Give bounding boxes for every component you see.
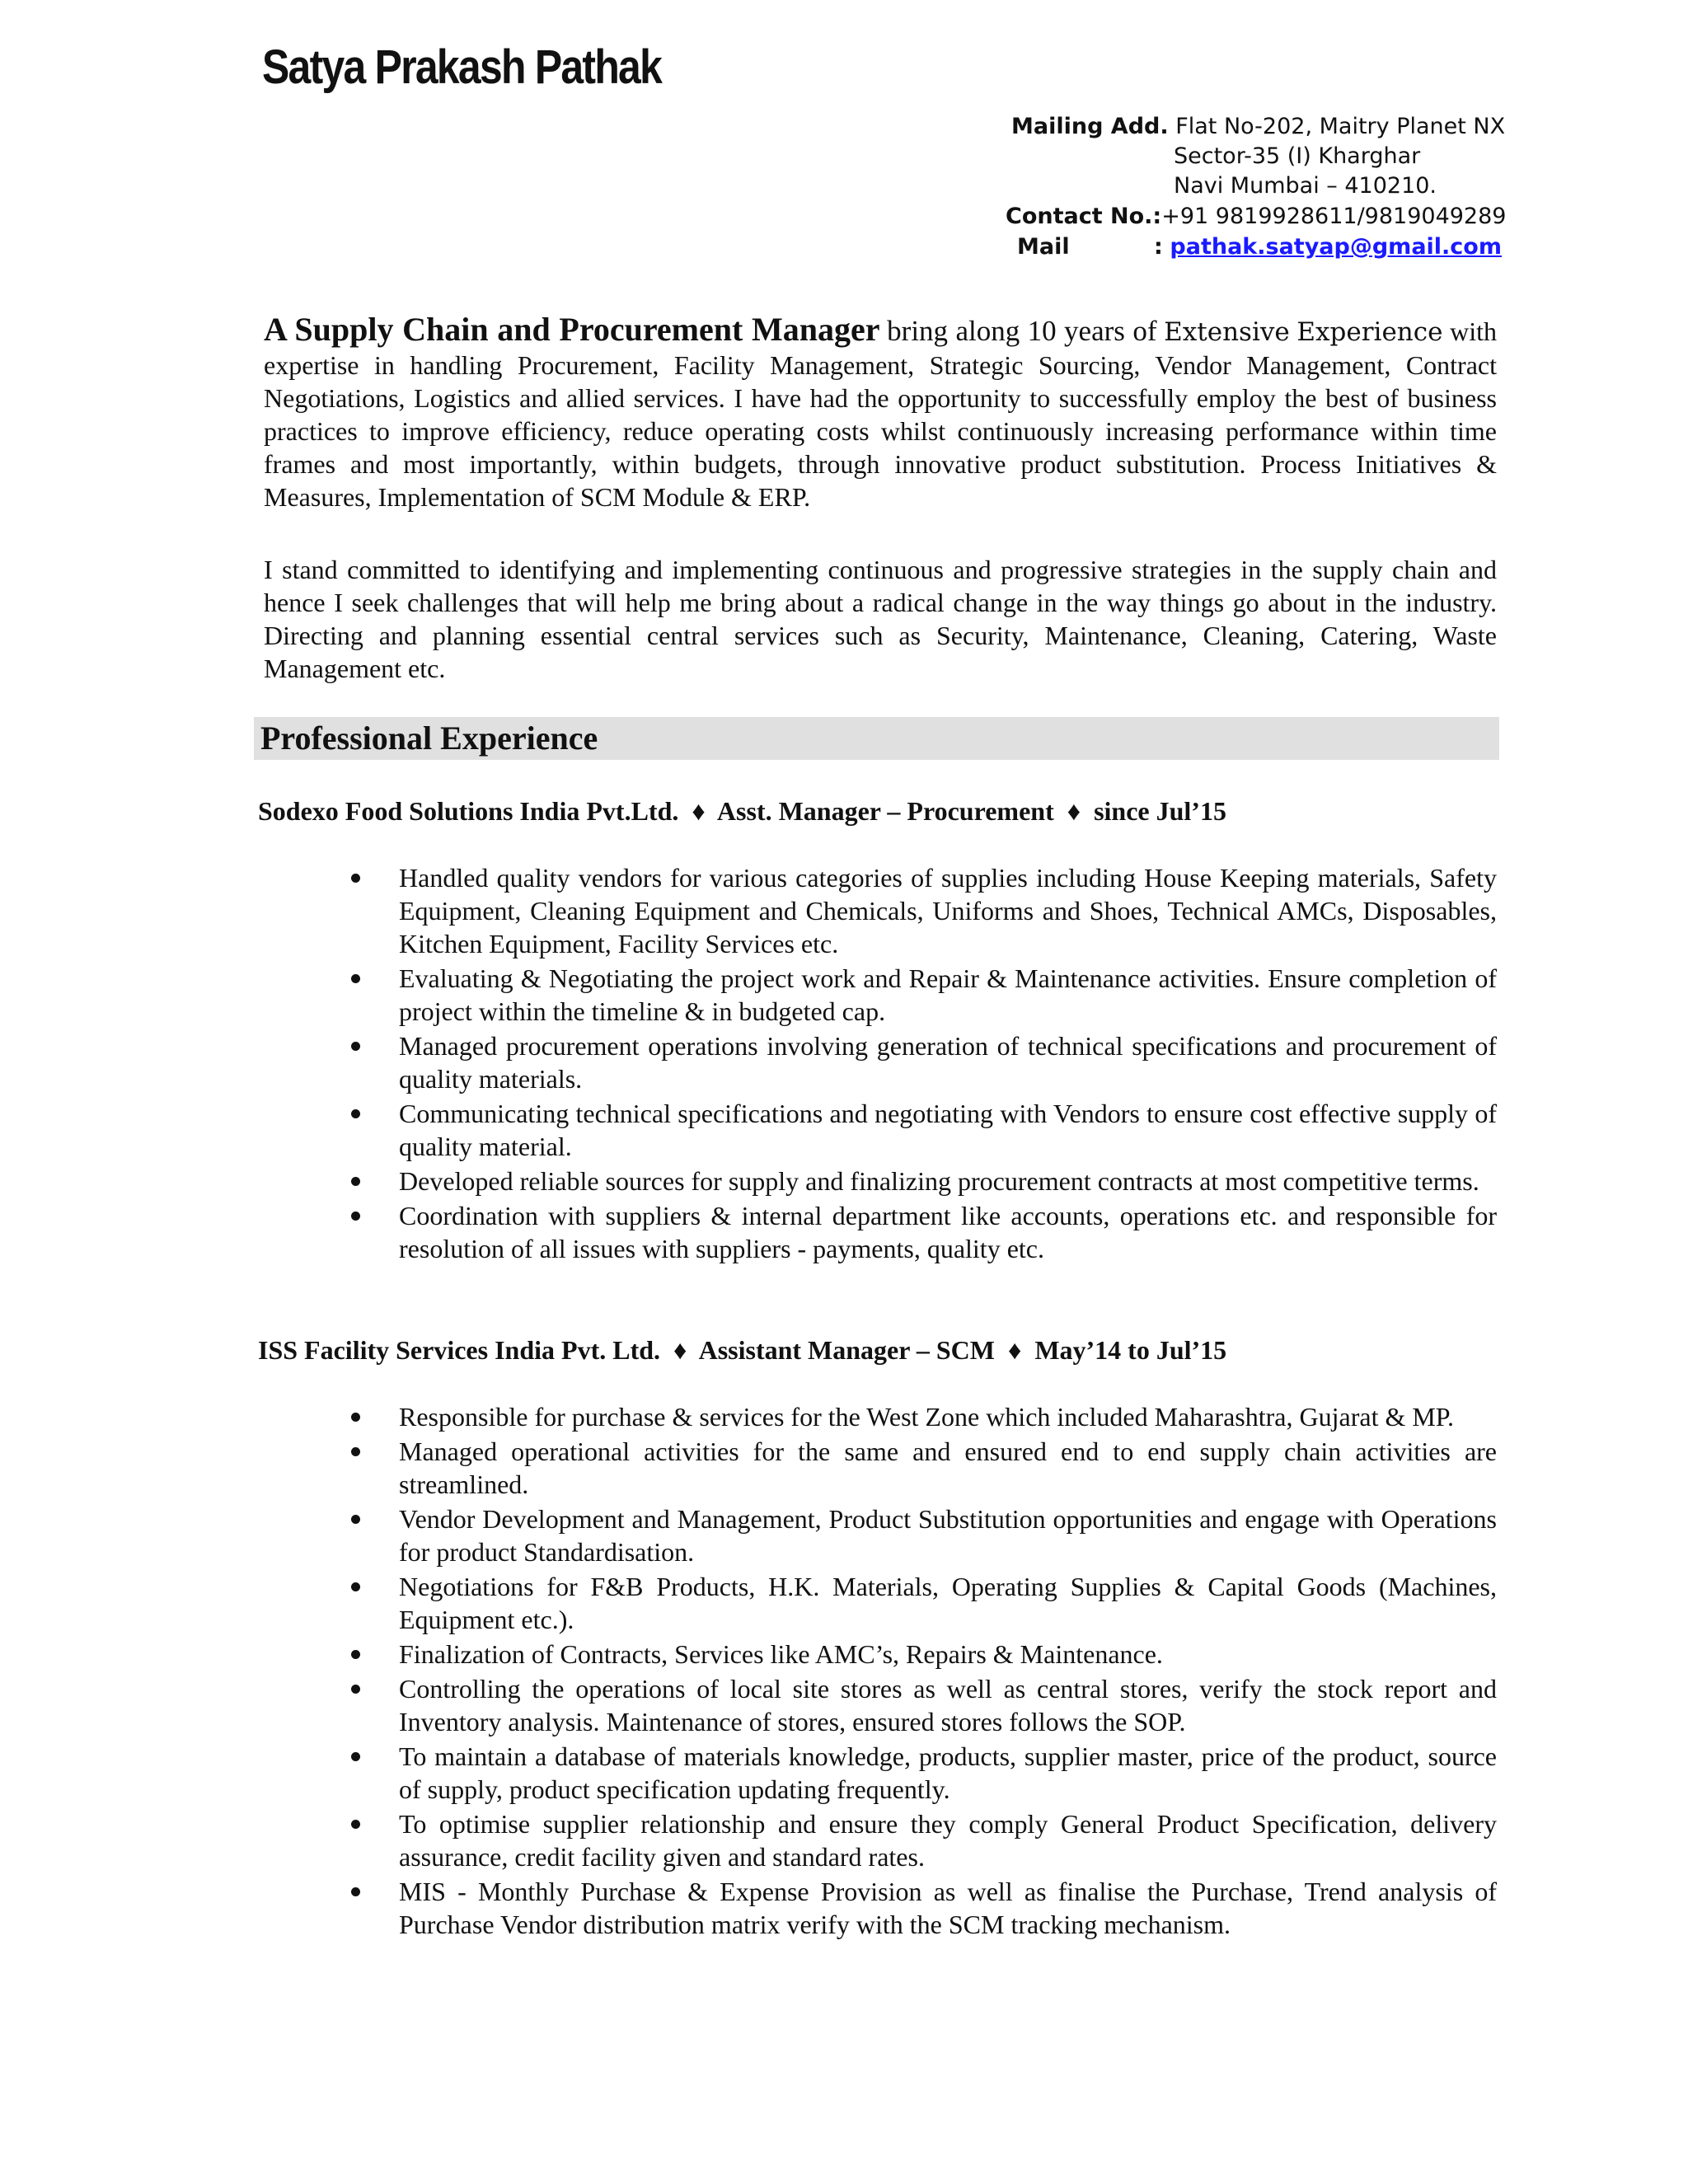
address-line-2: Sector-35 (I) Kharghar bbox=[1174, 143, 1421, 169]
bullet-dot-icon bbox=[351, 1042, 360, 1051]
job-1-bullets bbox=[346, 861, 1497, 1267]
job-header-2 bbox=[258, 1333, 1226, 1366]
mail-label: Mail bbox=[1017, 234, 1070, 260]
job-role: Assistant Manager – SCM bbox=[698, 1335, 995, 1365]
bullet-dot-icon bbox=[351, 1109, 360, 1118]
bullet-dot-icon bbox=[351, 974, 360, 983]
list-item: Controlling the operations of local site stores as well as central stores, verify the stock report and Inventory analysis. Maintenance of stores, ensured stores follows the SOP. bbox=[346, 1672, 1497, 1738]
bullet-dot-icon bbox=[351, 1447, 360, 1456]
list-item: MIS - Monthly Purchase & Expense Provision as well as finalise the Purchase, Trend analysis of Purchase Vendor distribution matrix verify with the SCM tracking mechanism. bbox=[346, 1875, 1497, 1941]
diamond-icon: ♦ bbox=[1007, 1335, 1022, 1365]
list-item: Responsible for purchase & services for the West Zone which included Maharashtra, Gujarat & MP. bbox=[346, 1400, 1497, 1433]
bullet-dot-icon bbox=[351, 1752, 360, 1761]
summary-lead: A Supply Chain and Procurement Manager bbox=[264, 311, 880, 348]
list-item: Managed operational activities for the same and ensured end to end supply chain activities are streamlined. bbox=[346, 1435, 1497, 1501]
summary-body: with expertise in handling Procurement, Facility Management, Strategic Sourcing, Vendor Management, Contract Negotiations, Logistics and allied services. I have had the opportunity to successfully employ the best of business practices to improve efficiency, reduce operating costs whilst continuously increasing performance within time frames and most importantly, within budgets, through innovative product substitution. Process Initiatives & Measures, Implementation of SCM Module & ERP. bbox=[264, 316, 1498, 512]
list-item: Negotiations for F&B Products, H.K. Materials, Operating Supplies & Capital Goods (Machines, Equipment etc.). bbox=[346, 1570, 1497, 1636]
job-company: ISS Facility Services India Pvt. Ltd. bbox=[258, 1335, 661, 1365]
job-2-bullets bbox=[346, 1400, 1497, 1943]
list-item: To maintain a database of materials knowledge, products, supplier master, price of the product, source of supply, product specification updating frequently. bbox=[346, 1740, 1497, 1806]
list-item: Coordination with suppliers & internal department like accounts, operations etc. and responsible for resolution of all issues with suppliers - payments, quality etc. bbox=[346, 1199, 1497, 1265]
mail-value bbox=[1154, 234, 1502, 260]
bullet-dot-icon bbox=[351, 1887, 360, 1896]
phone-number: +91 9819928611/9819049289 bbox=[1161, 204, 1507, 229]
diamond-icon: ♦ bbox=[1067, 796, 1081, 826]
list-item: Communicating technical specifications and negotiating with Vendors to ensure cost effective supply of quality material. bbox=[346, 1097, 1497, 1163]
job-period: May’14 to Jul’15 bbox=[1034, 1335, 1227, 1365]
candidate-name: Satya Prakash Pathak bbox=[262, 40, 662, 94]
summary-lead-rest: bring along 10 years of bbox=[887, 315, 1157, 347]
bullet-dot-icon bbox=[351, 1212, 360, 1221]
phone-label: Contact No.: bbox=[1006, 204, 1162, 229]
list-item: Finalization of Contracts, Services like AMC’s, Repairs & Maintenance. bbox=[346, 1638, 1497, 1671]
list-item: Developed reliable sources for supply and finalizing procurement contracts at most competitive terms. bbox=[346, 1165, 1497, 1197]
summary-experience: Experience bbox=[1296, 317, 1443, 347]
mailing-label: Mailing Add. bbox=[1011, 114, 1169, 139]
list-item: Vendor Development and Management, Product Substitution opportunities and engage with Operations for product Standardisation. bbox=[346, 1502, 1497, 1568]
mail-separator: : bbox=[1154, 234, 1163, 260]
job-header-1 bbox=[258, 794, 1226, 827]
bullet-dot-icon bbox=[351, 1582, 360, 1591]
section-title-professional-experience: Professional Experience bbox=[260, 719, 598, 757]
email-link[interactable]: pathak.satyap@gmail.com bbox=[1170, 234, 1502, 260]
job-role: Asst. Manager – Procurement bbox=[716, 796, 1054, 826]
bullet-dot-icon bbox=[351, 874, 360, 883]
bullet-dot-icon bbox=[351, 1515, 360, 1524]
bullet-dot-icon bbox=[351, 1650, 360, 1659]
job-company: Sodexo Food Solutions India Pvt.Ltd. bbox=[258, 796, 679, 826]
address-line-1: Flat No-202, Maitry Planet NX bbox=[1175, 114, 1506, 139]
phone-line bbox=[1006, 204, 1506, 229]
address-line-3: Navi Mumbai – 410210. bbox=[1174, 173, 1437, 199]
list-item: Managed procurement operations involving generation of technical specifications and procurement of quality materials. bbox=[346, 1029, 1497, 1095]
list-item: To optimise supplier relationship and ensure they comply General Product Specification, delivery assurance, credit facility given and standard rates. bbox=[346, 1807, 1497, 1873]
bullet-dot-icon bbox=[351, 1177, 360, 1186]
mail-line bbox=[1017, 234, 1070, 260]
bullet-dot-icon bbox=[351, 1413, 360, 1422]
list-item: Evaluating & Negotiating the project work and Repair & Maintenance activities. Ensure completion of project within the timeline & in budgeted cap. bbox=[346, 962, 1497, 1028]
diamond-icon: ♦ bbox=[673, 1335, 687, 1365]
bullet-dot-icon bbox=[351, 1685, 360, 1694]
list-item: Handled quality vendors for various categories of supplies including House Keeping materials, Safety Equipment, Cleaning Equipment and Chemicals, Uniforms and Shoes, Technical AMCs, Disposables, Kitchen Equipment, Facility Services etc. bbox=[346, 861, 1497, 960]
bullet-dot-icon bbox=[351, 1820, 360, 1829]
commitment-paragraph: I stand committed to identifying and implementing continuous and progressive strategies in the supply chain and hence I seek challenges that will help me bring about a radical change in the way things go about in the industry. Directing and planning essential central services such as Security, Maintenance, Cleaning, Catering, Waste Management etc. bbox=[264, 555, 1497, 683]
diamond-icon: ♦ bbox=[692, 796, 706, 826]
job-period: since Jul’15 bbox=[1094, 796, 1226, 826]
summary-extensive: Extensive bbox=[1164, 317, 1290, 347]
summary-paragraph bbox=[264, 313, 1497, 513]
mailing-address-line-1 bbox=[1011, 114, 1505, 139]
